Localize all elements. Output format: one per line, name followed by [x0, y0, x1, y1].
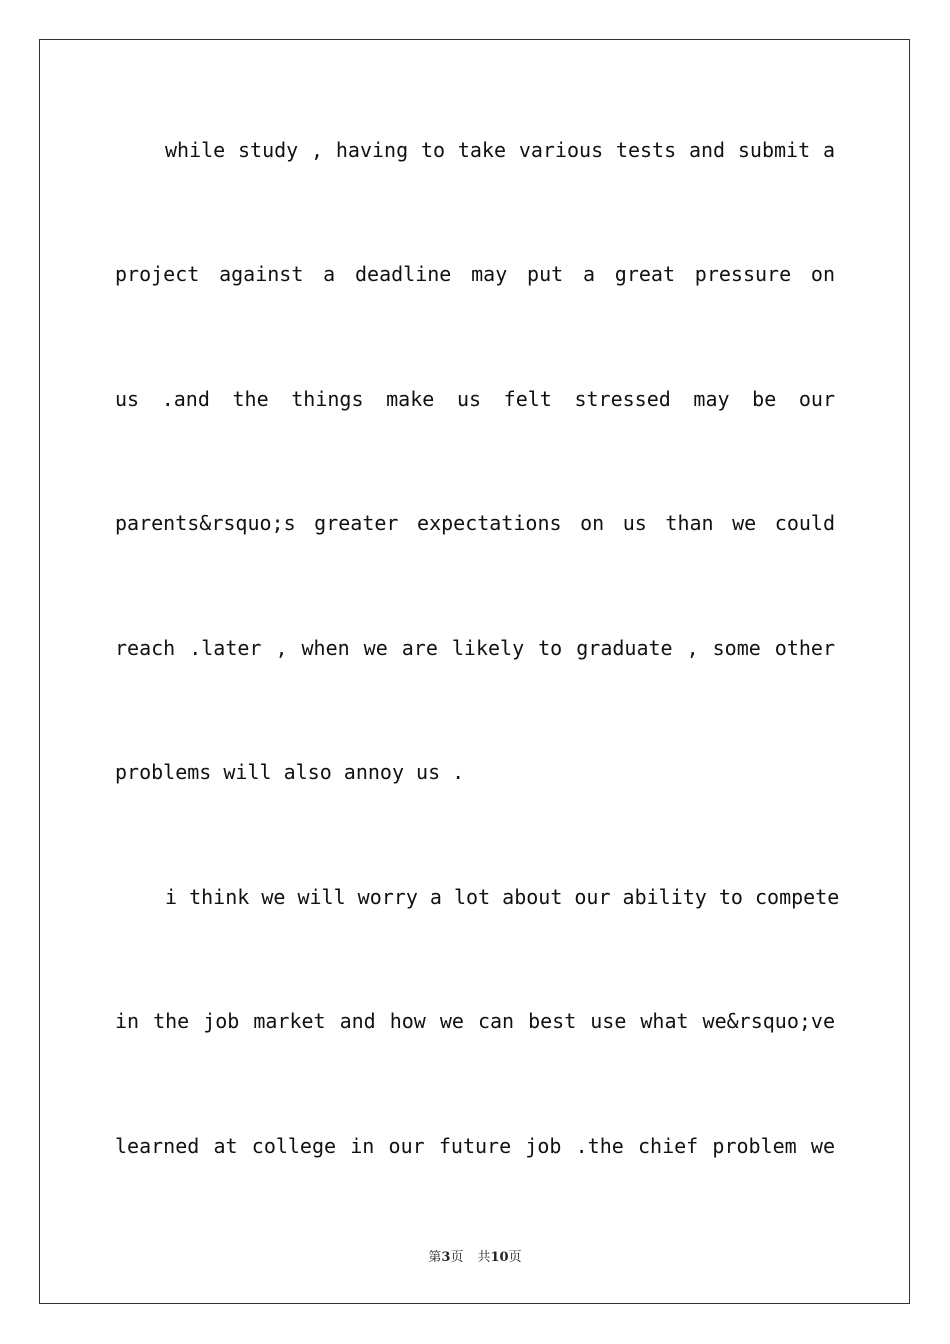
- paragraph-1-line-1: while study , having to take various tests and submit a: [165, 138, 835, 162]
- paragraph-1-line-3: us .and the things make us felt stressed may be our: [115, 387, 835, 411]
- paragraph-1-line-5: reach .later , when we are likely to graduate , some other: [115, 636, 835, 660]
- paragraph-1-line-4: parents&rsquo;s greater expectations on us than we could: [115, 511, 835, 535]
- paragraph-2-line-1: i think we will worry a lot about our ability to compete: [165, 885, 840, 909]
- paragraph-1-line-2: project against a deadline may put a great pressure on: [115, 262, 835, 286]
- total-prefix: 共: [477, 1250, 491, 1265]
- total-page-count: 10: [490, 1250, 509, 1265]
- total-suffix: 页: [508, 1250, 522, 1265]
- page-prefix: 第: [428, 1250, 442, 1265]
- page-number-footer: [0, 1246, 950, 1265]
- current-page-number: 3: [441, 1250, 451, 1265]
- paragraph-2-line-3: learned at college in our future job .the chief problem we: [115, 1134, 835, 1158]
- page-frame: [39, 39, 910, 1304]
- page-suffix: 页: [450, 1250, 464, 1265]
- paragraph-1-line-6: problems will also annoy us .: [115, 760, 465, 784]
- paragraph-2-line-2: in the job market and how we can best use what we&rsquo;ve: [115, 1009, 835, 1033]
